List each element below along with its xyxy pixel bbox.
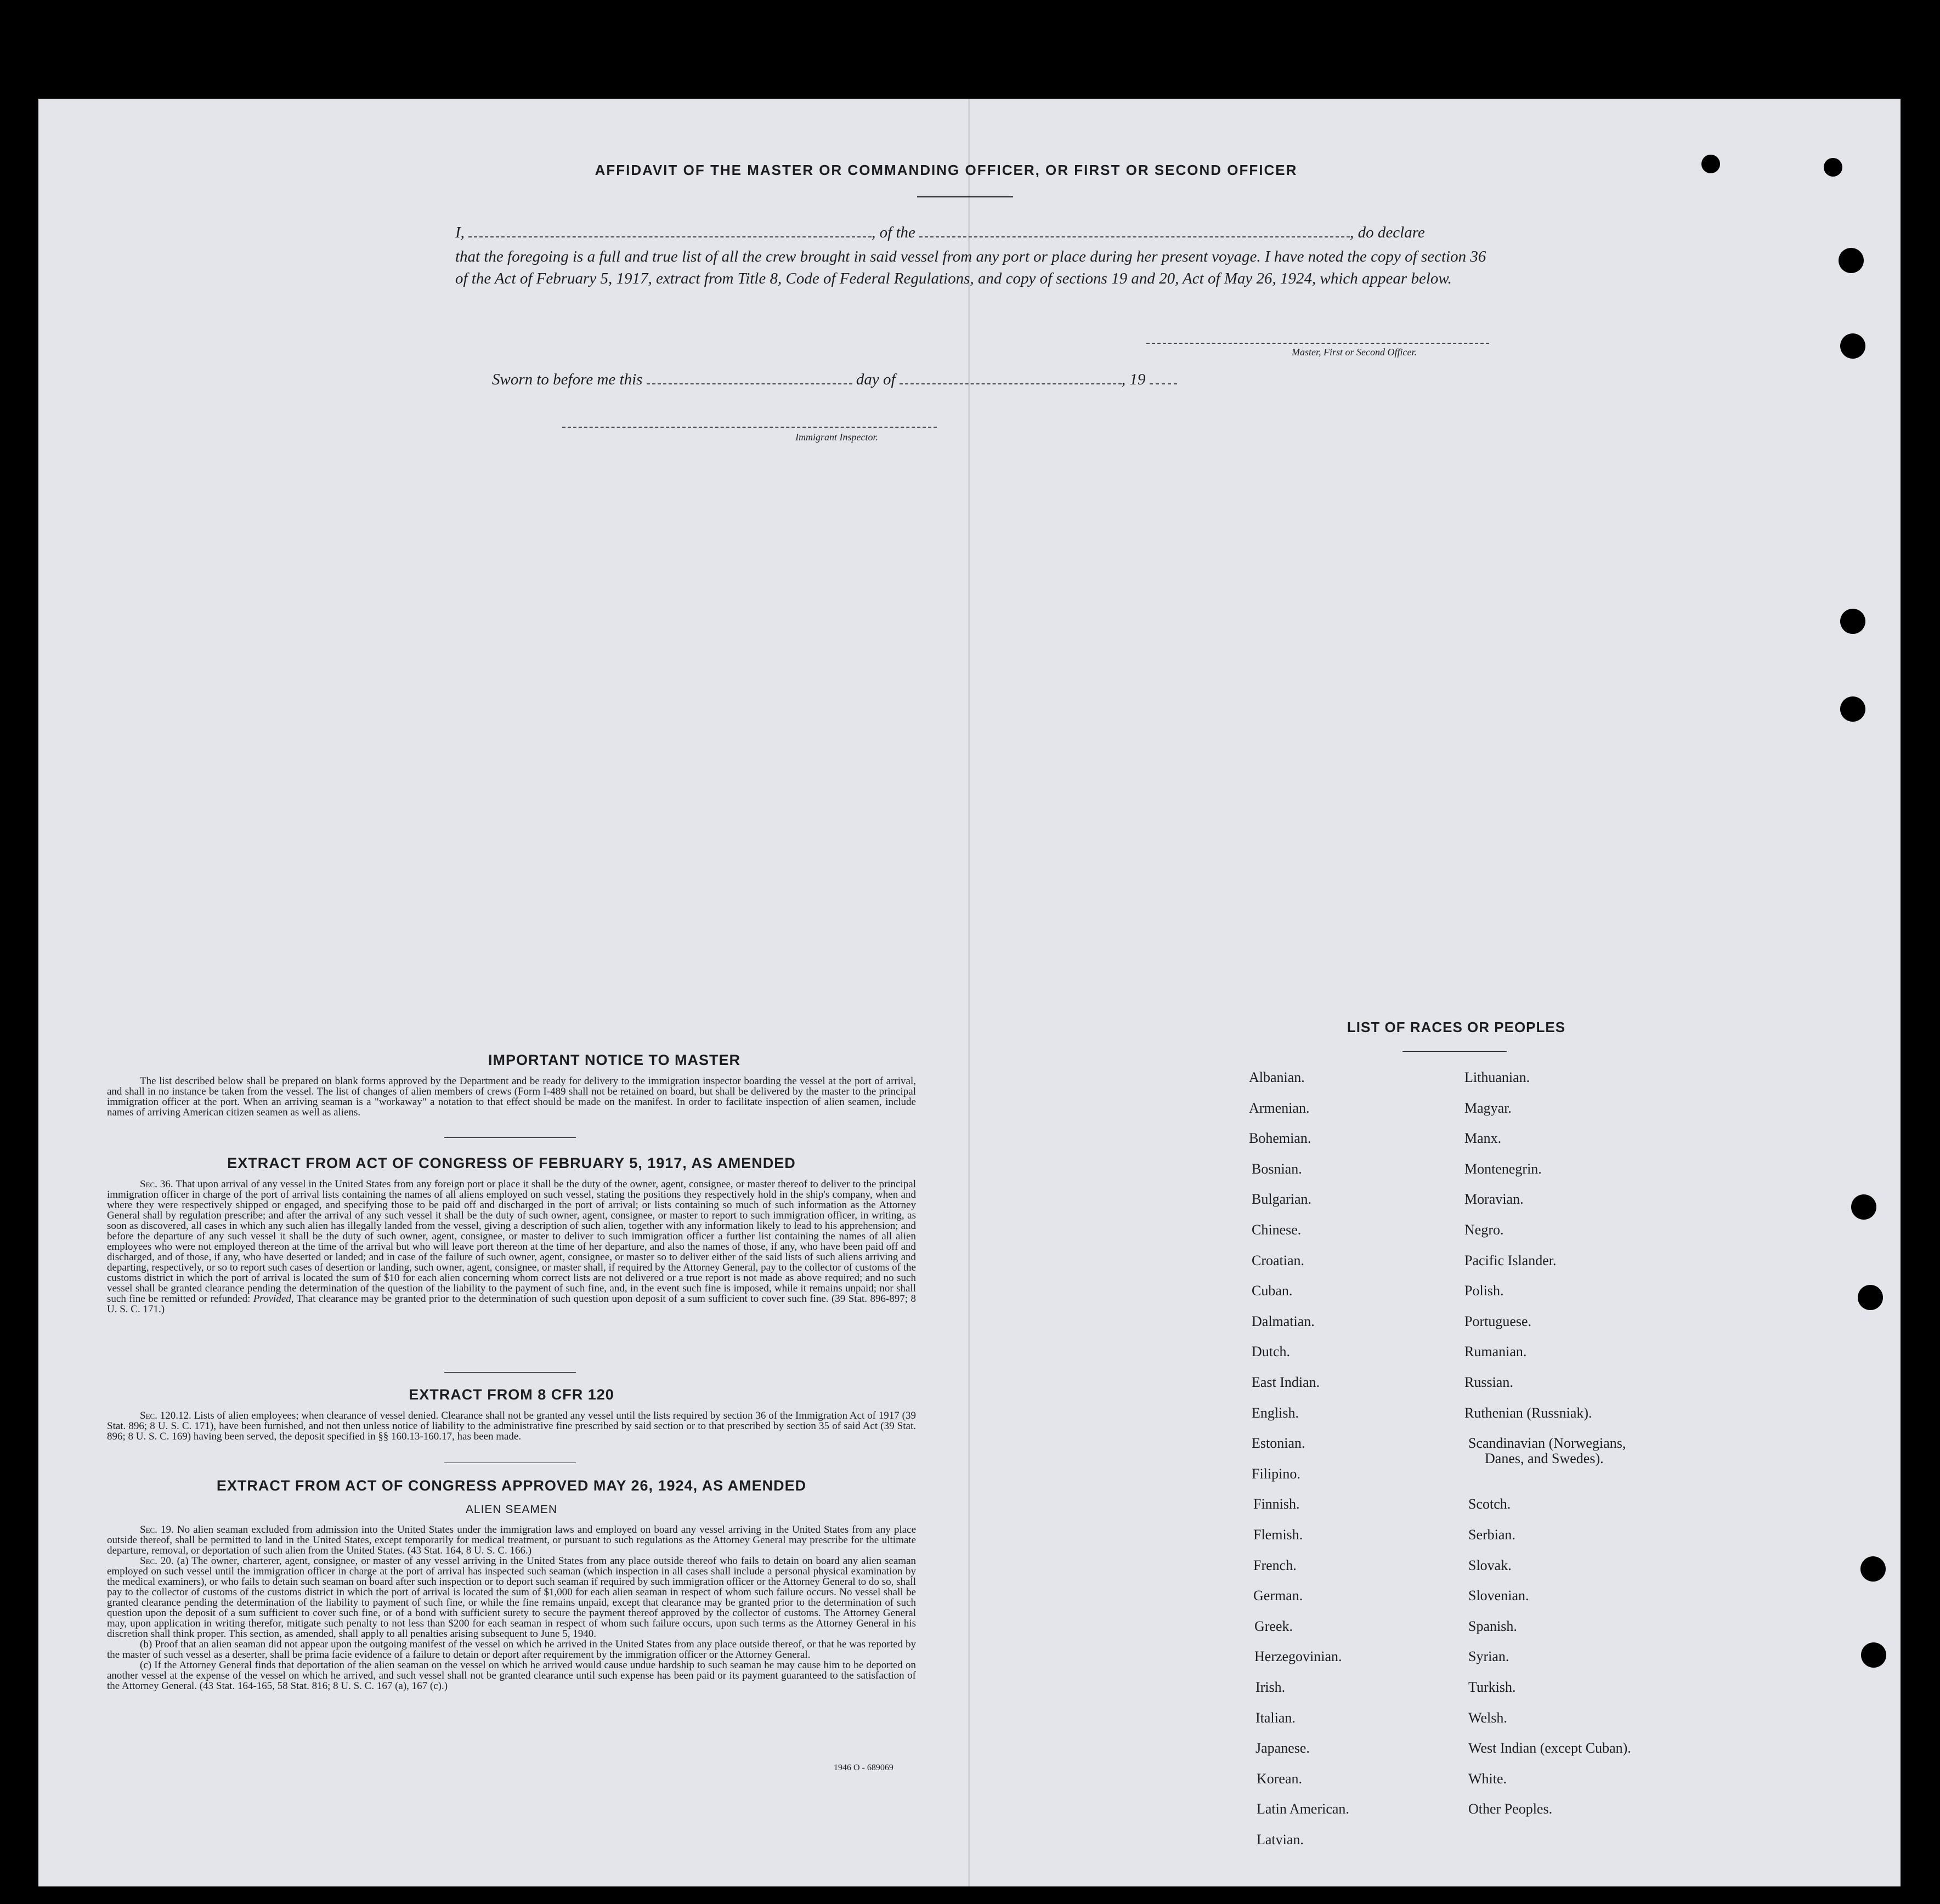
race-item: Serbian.	[1468, 1527, 1515, 1543]
extract-cfr-title: EXTRACT FROM 8 CFR 120	[409, 1386, 614, 1403]
sworn-month-field[interactable]	[900, 383, 1122, 384]
sec-120-text: Lists of alien employees; when clearance of vessel denied. Clearance shall not be granted any vessel until the lists required by section 36 of the Immigration Act of 1917 (39 Stat. 896; 8 U. S. C. 171), have been furnished, and not then unless notice of liability to the administrative fine prescribed by said section or to that prescribed by section 35 of said Act (39 Stat. 896; 8 U. S. C. 169) having been served, the deposit specified in §§ 160.13-160.17, has been made.	[107, 1410, 916, 1442]
race-item: Slovak.	[1468, 1557, 1512, 1573]
sec-20a-text: (a) The owner, charterer, agent, consignee, or master of any vessel arriving in the United States from any place outside thereof who fails to detain on board any alien seaman employed on such vessel until the immigration officer in charge at the port of arrival has inspected such seaman (which inspection in all cases shall include a personal physical examination by the medical examiners), or who fails to detain such seaman on board after such inspection or to deport such seaman if required by such immigration officer or the Attorney General to do so, shall pay to the collector of customs of the customs district in which the port of arrival is located the sum of $1,000 for each alien seaman in respect of whom such failure occurs. No vessel shall be granted clearance pending the determination of the liability to payment of such fine, or while the fine remains unpaid, except that clearance may be granted prior to the determination of such question upon the deposit of a sum sufficient to cover such fine, or of a bond with sufficient surety to secure the payment thereof approved by the collector of customs. The Attorney General may, upon application in writing therefor, mitigate such penalty to not less than $200 for each seaman in respect of whom such failure occurs, upon such terms as the Attorney General in his discretion shall think proper. This section, as amended, shall apply to all penalties arising subsequent to June 5, 1940.	[107, 1555, 917, 1640]
race-item: Korean.	[1257, 1771, 1303, 1787]
extract-1917-text	[107, 1179, 916, 1314]
race-item: Negro.	[1464, 1222, 1504, 1238]
punch-hole	[1701, 155, 1720, 173]
punch-hole	[1860, 1556, 1886, 1582]
race-item: Scotch.	[1468, 1496, 1511, 1512]
print-code: 1946 O - 689069	[834, 1763, 893, 1772]
races-title-rule	[1402, 1051, 1507, 1052]
race-item: Dalmatian.	[1252, 1313, 1315, 1329]
race-item: Greek.	[1254, 1618, 1293, 1634]
race-item: Polish.	[1464, 1283, 1504, 1299]
do-declare-label: , do declare	[1350, 224, 1425, 241]
race-item: Bulgarian.	[1252, 1191, 1312, 1207]
race-item: Welsh.	[1468, 1710, 1507, 1726]
inspector-signature-line[interactable]	[562, 427, 937, 428]
punch-hole	[1839, 248, 1864, 273]
race-item: Cuban.	[1252, 1283, 1293, 1299]
sec-36-label: Sec. 36.	[140, 1178, 173, 1190]
race-item: Albanian.	[1249, 1069, 1305, 1085]
master-caption: Master, First or Second Officer.	[1292, 347, 1417, 358]
punch-hole	[1840, 696, 1865, 722]
of-the-label: , of the	[872, 224, 915, 241]
title-rule	[917, 196, 1013, 197]
race-item: Latin American.	[1257, 1801, 1349, 1817]
punch-hole	[1840, 333, 1865, 359]
alien-seamen-subtitle: ALIEN SEAMEN	[465, 1503, 558, 1516]
i-label: I,	[455, 224, 465, 241]
race-item: Dutch.	[1252, 1344, 1291, 1359]
master-name-field[interactable]	[468, 236, 872, 237]
sworn-label: Sworn to before me this	[492, 371, 643, 388]
notice-title: IMPORTANT NOTICE TO MASTER	[488, 1052, 740, 1068]
punch-hole	[1840, 609, 1865, 634]
notice-paragraph: The list described below shall be prepared on blank forms approved by the Department and be ready for delivery to the immigration inspector boarding the vessel at the port of arrival, and shall in no instance be taken from the vessel. The list of changes of alien members of crews (Form I-489 shall not be retained on board, but shall be delivered by the master to the principal immigration officer at the port. When an arriving seaman is a "workaway" a notation to that effect should be made on the manifest. In order to facilitate inspection of alien seamen, include names of arriving American citizen seamen as well as aliens.	[107, 1075, 916, 1118]
race-item: English.	[1252, 1405, 1299, 1421]
race-item: East Indian.	[1252, 1374, 1320, 1390]
race-item: Finnish.	[1253, 1496, 1300, 1512]
race-item: German.	[1253, 1588, 1303, 1603]
race-item: Danes, and Swedes).	[1485, 1450, 1604, 1466]
race-item: French.	[1253, 1557, 1297, 1573]
race-item: Latvian.	[1257, 1832, 1304, 1848]
vessel-name-field[interactable]	[919, 236, 1350, 237]
day-of-label: day of	[856, 371, 896, 388]
race-item: Japanese.	[1255, 1740, 1310, 1756]
race-item: Montenegrin.	[1464, 1161, 1542, 1177]
extract-1917-title: EXTRACT FROM ACT OF CONGRESS OF FEBRUARY 5, 1917, AS AMENDED	[227, 1155, 796, 1171]
year-label: , 19	[1121, 371, 1146, 388]
sec-19-label: Sec. 19.	[140, 1524, 174, 1535]
sec-36-text: That upon arrival of any vessel in the United States from any foreign port or place it shall be the duty of the owner, agent, consignee, or master thereof to deliver to the principal immigration officer in charge of the port of arrival lists containing the names of all aliens employed on such vessel, stating the positions they respectively hold in the ship's company, when and where they were respectively shipped or engaged, and specifying those to be paid off and discharged in the port of arrival; or lists containing so much of such information as the Attorney General shall by regulation prescribe; and after the arrival of any such vessel it shall be the duty of such owner, agent, consignee, or master to report to such immigration officer, in writing, as soon as discovered, all cases in which any such alien has illegally landed from the vessel, giving a description of such alien, together with any information likely to lead to his apprehension; and before the departure of any such vessel it shall be the duty of such owner, agent, consignee, or master to deliver to such immigration officer a further list containing the names of all alien employees who were not employed thereon at the time of the arrival but who will leave port thereon at the time of her departure, and also the names of those, if any, who have been paid off and discharged, and of those, if any, who have deserted or landed; and in case of the failure of such owner, agent, consignee, or master so to deliver either of the said lists of such aliens arriving and departing, respectively, or so to report such cases of desertion or landing, such owner, agent, consignee, or master shall, if required by the Attorney General, pay to the collector of customs of the customs district in which the port of arrival is located the sum of $10 for each alien concerning whom correct lists are not delivered or a true report is not made as above required; and no such vessel shall be granted clearance pending the determination of the question of the liability to the payment of such fine, and, in the event such fine is imposed, while it remains unpaid; nor shall such fine be remitted or refunded:	[107, 1178, 916, 1305]
race-item: Pacific Islander.	[1464, 1253, 1557, 1268]
race-item: Ruthenian (Russniak).	[1464, 1405, 1592, 1421]
master-signature-line[interactable]	[1146, 343, 1489, 344]
race-item: Italian.	[1255, 1710, 1296, 1726]
sec-19-text: No alien seaman excluded from admission into the United States under the immigration laws and employed on board any vessel arriving in the United States from any place outside thereof, shall be permitted to land in the United States, except temporarily for medical treatment, or pursuant to such regulations as the Attorney General may prescribe for the ultimate departure, removal, or deportation of such alien from the United States. (43 Stat. 164, 8 U. S. C. 166.)	[107, 1524, 917, 1556]
section-rule	[444, 1137, 576, 1138]
affidavit-title: AFFIDAVIT OF THE MASTER OR COMMANDING OFFICER, OR FIRST OR SECOND OFFICER	[595, 162, 1298, 178]
race-item: Bohemian.	[1249, 1130, 1311, 1146]
race-item: Slovenian.	[1468, 1588, 1529, 1603]
sec-20b-text: (b) Proof that an alien seaman did not appear upon the outgoing manifest of the vessel on which he arrived in the United States from any place outside thereof, or that he was reported by the master of such vessel as a deserter, shall be prima facie evidence of a failure to detain or deport after requirement by the immigration officer or the Attorney General.	[107, 1639, 916, 1661]
affidavit-declaration-line	[455, 224, 1497, 242]
race-item: Spanish.	[1468, 1618, 1517, 1634]
punch-hole	[1851, 1194, 1876, 1220]
race-item: West Indian (except Cuban).	[1468, 1740, 1631, 1756]
race-item: Portuguese.	[1464, 1313, 1532, 1329]
race-item: Manx.	[1464, 1130, 1502, 1146]
race-item: Other Peoples.	[1468, 1801, 1553, 1817]
extract-1924-text	[107, 1525, 916, 1691]
extract-1924-title: EXTRACT FROM ACT OF CONGRESS APPROVED MAY 26, 1924, AS AMENDED	[216, 1477, 807, 1494]
race-item: Lithuanian.	[1464, 1069, 1530, 1085]
punch-hole	[1861, 1642, 1886, 1668]
sworn-date-field[interactable]	[647, 383, 852, 384]
race-item: Irish.	[1255, 1679, 1286, 1695]
race-item: Estonian.	[1252, 1435, 1305, 1451]
race-item: Flemish.	[1253, 1527, 1303, 1543]
sec-20c-text: (c) If the Attorney General finds that deportation of the alien seaman on the vessel on which he arrived would cause undue hardship to such seaman he may cause him to be deported on another vessel at the expense of the vessel on which he arrived, and such vessel shall not be granted clearance until such expense has been paid or its payment guaranteed to the satisfaction of the Attorney General. (43 Stat. 164-165, 58 Stat. 816; 8 U. S. C. 167 (a), 167 (c).)	[107, 1659, 916, 1692]
sec-36-end: That clearance may be granted prior to the determination of such question upon deposit of a sum sufficient to cover such fine. (39 Stat. 896-897; 8 U. S. C. 171.)	[107, 1293, 917, 1315]
race-item: Herzegovinian.	[1254, 1648, 1342, 1664]
race-item: Bosnian.	[1252, 1161, 1302, 1177]
race-item: Filipino.	[1252, 1466, 1300, 1482]
extract-cfr-text	[107, 1410, 916, 1442]
race-item: Moravian.	[1464, 1191, 1524, 1207]
race-item: Armenian.	[1249, 1100, 1310, 1116]
inspector-caption: Immigrant Inspector.	[795, 432, 878, 443]
race-item: Russian.	[1464, 1374, 1513, 1390]
race-item: Syrian.	[1468, 1648, 1509, 1664]
sworn-line	[492, 371, 1177, 389]
punch-hole	[1858, 1285, 1883, 1310]
sworn-year-field[interactable]	[1150, 383, 1177, 384]
section-rule	[444, 1372, 576, 1373]
race-item: Chinese.	[1252, 1222, 1302, 1238]
race-item: Croatian.	[1252, 1253, 1305, 1268]
punch-hole	[1824, 158, 1842, 177]
races-title: LIST OF RACES OR PEOPLES	[1347, 1019, 1566, 1035]
affidavit-text: that the foregoing is a full and true list of all the crew brought in said vessel from any port or place during her present voyage. I have noted the copy of section 36 of the Act of February 5, 1917, extract from Title 8, Code of Federal Regulations, and copy of sections 19 and 20, Act of May 26, 1924, which appear below.	[455, 248, 1486, 287]
race-item: Scandinavian (Norwegians,	[1468, 1435, 1626, 1451]
race-item: White.	[1468, 1771, 1507, 1787]
race-item: Rumanian.	[1464, 1344, 1527, 1359]
page-fold	[968, 99, 970, 1886]
sec-120-label: Sec. 120.12.	[140, 1410, 191, 1421]
provided-label: Provided,	[253, 1293, 294, 1305]
race-item: Turkish.	[1468, 1679, 1516, 1695]
sec-20-label: Sec. 20.	[140, 1555, 174, 1567]
notice-text	[107, 1076, 916, 1118]
race-item: Magyar.	[1464, 1100, 1512, 1116]
